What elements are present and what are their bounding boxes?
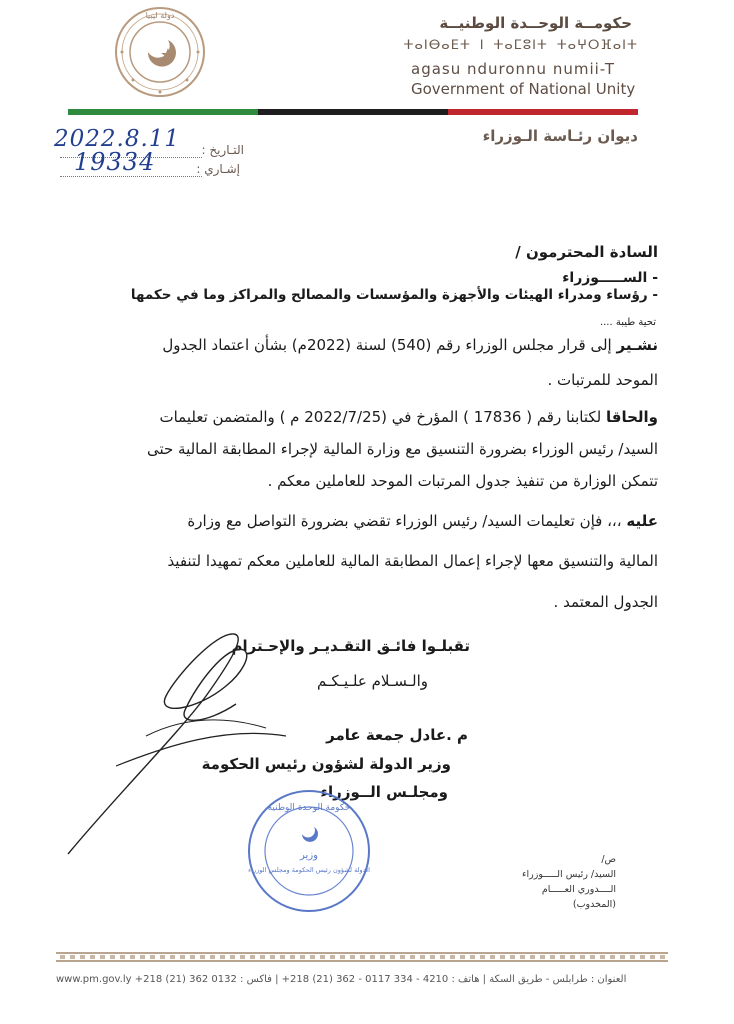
stamp-text-mid: وزير xyxy=(300,850,318,861)
reference-number: 19334 xyxy=(74,148,156,176)
flag-stripe xyxy=(68,109,638,115)
paragraph2-lead: والحاقا xyxy=(606,408,658,426)
footer-contact xyxy=(56,974,668,985)
copy-item-3: (المخدوب) xyxy=(572,899,616,910)
paragraph1-line1 xyxy=(162,336,658,354)
reference-underline xyxy=(60,176,202,177)
closing-peace: والـسـلام علـيـكـم xyxy=(316,672,428,690)
government-name-tifinagh: ⵜⴰⵏⴱⴰⴹⵜ ⵏ ⵜⴰⵎⵓⵏⵜ ⵜⴰⵖⵔⴼⴰⵏⵜ xyxy=(403,38,638,53)
paragraph1-text1: إلى قرار مجلس الوزراء رقم (540) لسنة (2022م) بشأن اعتماد الجدول xyxy=(162,336,612,354)
flag-stripe-red xyxy=(448,109,638,115)
stamp-text-bottom: الدولة لشؤون رئيس الحكومة ومجلس الوزراء xyxy=(248,866,370,874)
signatory-name: م .عادل جمعة عامر xyxy=(326,726,468,744)
copies-title: ص/ xyxy=(601,854,616,865)
government-name-arabic: حكومــة الوحــدة الوطنيــة xyxy=(439,14,632,32)
paragraph3-lead: عليه xyxy=(626,512,658,530)
copy-item-1: السيد/ رئيس الـــــوزراء xyxy=(522,869,616,880)
paragraph3-line1 xyxy=(187,512,658,530)
paragraph2-line2: السيد/ رئيس الوزراء بضرورة التنسيق مع وزارة المالية لإجراء المطابقة المالية حتى xyxy=(146,440,658,458)
paragraph3-line3: الجدول المعتمد . xyxy=(553,593,658,611)
government-name-latin: agasu nduronnu numii-T xyxy=(411,60,615,78)
paragraph1-lead: نشـير xyxy=(616,336,658,354)
date-label: التـاريخ : xyxy=(201,143,244,157)
footer-website: www.pm.gov.ly xyxy=(56,974,132,985)
reference-label: إشـاري : xyxy=(196,162,240,176)
footer-pattern-band xyxy=(56,952,668,962)
flag-stripe-green xyxy=(68,109,258,115)
emblem-text: دولة ليبيا xyxy=(145,11,175,20)
paragraph3-text1: ،،، فإن تعليمات السيد/ رئيس الوزراء تقضي بضرورة التواصل مع وزارة xyxy=(187,512,622,530)
copy-item-2: الــــدوري العـــــام xyxy=(541,884,616,895)
paragraph2-text1: لكتابنا رقم ( 17836 ) المؤرخ في (2022/7/25 م ) والمتضمن تعليمات xyxy=(159,408,602,426)
paragraph3-line2: المالية والتنسيق معها لإجراء إعمال المطابقة المالية للعاملين معكم تمهيدا لتنفيذ xyxy=(167,552,658,570)
greeting: تحية طيبة .... xyxy=(599,317,656,328)
paragraph2-line3: تتمكن الوزارة من تنفيذ جدول المرتبات الموحد للعاملين معكم . xyxy=(267,472,658,490)
signatory-position: وزير الدولة لشؤون رئيس الحكومة xyxy=(201,755,451,773)
closing-regards: تقبلـوا فائـق التقـديـر والإحـترام xyxy=(231,637,470,655)
government-name-english: Government of National Unity xyxy=(411,80,636,98)
addressee-heads: - رؤساء ومدراء الهيئات والأجهزة والمؤسسات والمصالح والمراكز وما في حكمها xyxy=(130,287,658,303)
office-name: ديوان رئـاسة الـوزراء xyxy=(482,127,638,145)
signatory-position-2: ومجلـس الــوزراء xyxy=(320,783,448,801)
addressee-ministers: - الســـــوزراء xyxy=(562,270,658,286)
official-stamp xyxy=(246,788,372,914)
flag-stripe-black xyxy=(258,109,448,115)
date-value: 2022.8.11 xyxy=(54,126,181,152)
stamp-text-top: حكومة الوحدة الوطنية xyxy=(267,803,351,813)
footer-address: العنوان : طرابلس - طريق السكة | هاتف : 4210 - 334 0117 - 362 (21) 218+ | فاكس : 0132 362 (21) 218+ xyxy=(134,974,627,985)
paragraph2-line1 xyxy=(159,408,658,426)
salutation-title: السادة المحترمون / xyxy=(515,243,658,261)
paragraph1-line2: الموحد للمرتبات . xyxy=(547,371,658,389)
libya-emblem-icon xyxy=(108,4,212,100)
